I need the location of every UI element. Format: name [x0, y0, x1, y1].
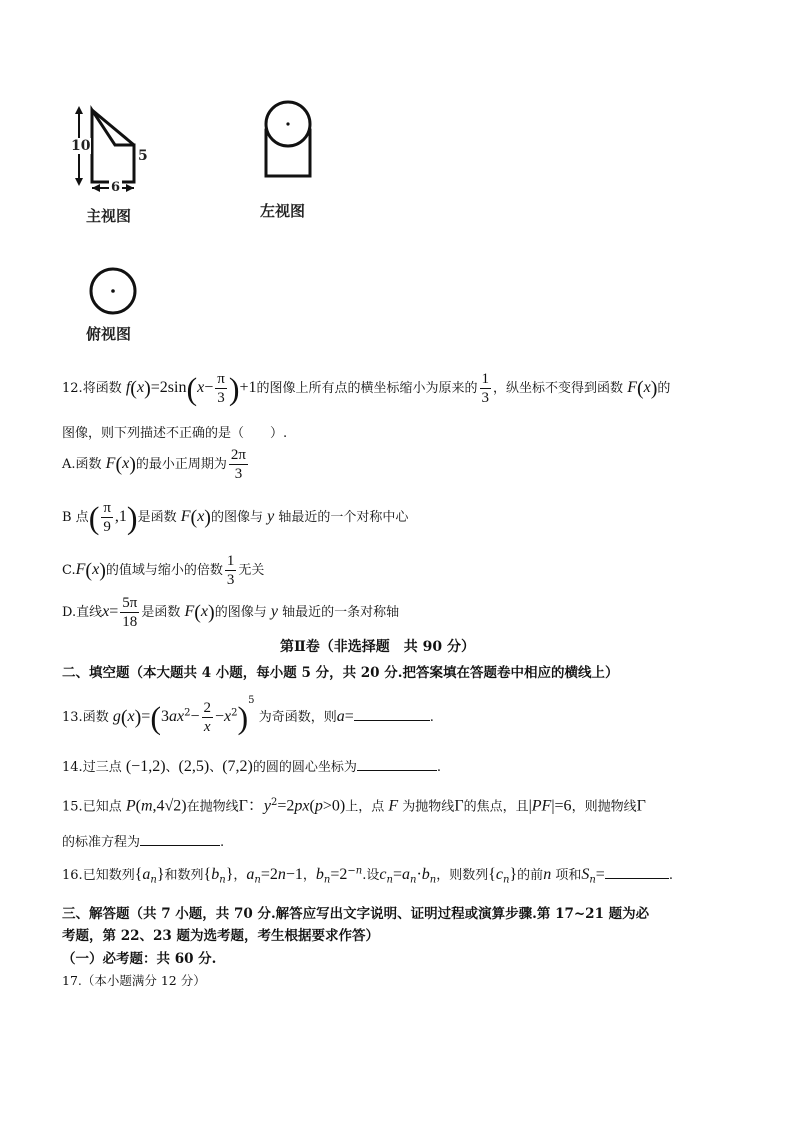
q12-option-c: C.F(x)的值域与缩小的倍数 $\frac{1}{3}$ 无关	[62, 553, 265, 588]
top-view-label: 俯视图	[86, 325, 132, 343]
q12-option-b: B 点( $\frac{\pi}{9}$ ,1)是函数 F(x)的图像与 y 轴最近的一个对称中心	[62, 499, 409, 536]
q15-text-4: 为抛物线	[402, 799, 455, 815]
q12-option-d-text-3: 的图像与	[214, 605, 267, 620]
arrow-up-icon	[75, 106, 83, 114]
q12-option-a-text-2: 的最小正周期为	[135, 457, 227, 472]
q15-text: 已知点	[82, 799, 122, 815]
q12-option-d: D.直线x= $\frac{5\pi}{18}$ 是函数 F(x)的图像与 y 轴最近的一条对称轴	[62, 595, 400, 630]
dim-width-label: 6	[111, 180, 121, 195]
q12-option-b-text-4: 轴最近的一个对称中心	[278, 510, 409, 525]
q12-option-b-text-2: 是函数	[137, 510, 177, 525]
q14-sep-2: 、	[209, 760, 223, 775]
q12-stem-line2: 图像，则下列描述不正确的是（ ）.	[62, 426, 288, 441]
q15-text-5: 的焦点，且	[463, 799, 529, 815]
arrow-down-icon	[75, 178, 83, 186]
top-view-center-dot	[111, 289, 115, 293]
dim-height-label: 10	[71, 138, 91, 154]
side-view-label: 左视图	[260, 202, 306, 220]
q15-text-2: 在抛物线	[186, 799, 239, 815]
q12-option-d-text: D.直线	[62, 605, 103, 620]
q12-option-a: A.函数 F(x)的最小正周期为 $\frac{2\pi}{3}$	[62, 447, 246, 482]
front-view-outline	[92, 110, 134, 182]
q13-line: 13.函数 $g(x)=(3ax^2-$ $\frac{2}{x}$ $-x^2)^5$ 为奇函数，则a= .	[62, 695, 434, 736]
section3-title-line1: 三、解答题（共 7 小题，共 70 分.解答应写出文字说明、证明过程或演算步骤.第 17~21 题为必	[62, 906, 650, 922]
q14-answer-blank[interactable]	[357, 758, 437, 771]
q14-number: 14.	[62, 760, 83, 775]
q15-number: 15.	[62, 799, 83, 815]
q12-text: 将函数	[82, 381, 122, 396]
q12-option-b-text: B 点	[62, 510, 89, 525]
q13-text: 函数	[82, 710, 109, 725]
side-view-center-dot	[286, 122, 289, 125]
q16-end: .	[668, 868, 673, 883]
section2-title: 二、填空题（本大题共 4 小题，每小题 5 分，共 20 分.把答案填在答题卷中相应的横线上）	[62, 665, 619, 681]
q17-header: 17.（本小题满分 12 分）	[62, 973, 206, 988]
q12-text-2: 的图像上所有点的横坐标缩小为原来的	[256, 381, 478, 396]
q15-end: .	[220, 835, 225, 850]
q12-stem-line1: 12.将函数 f(x)=2sin(x− $\frac{\pi}{3}$ )+1的图像上所有点的横坐标缩小为原来的 $\frac{1}{3}$ ，纵坐标不变得到函数 F(x)的	[62, 370, 671, 407]
q12-number: 12.	[62, 381, 83, 396]
q13-number: 13.	[62, 710, 83, 725]
q14-sep-1: 、	[165, 760, 179, 775]
part2-title: 第Ⅱ卷（非选择题 共 90 分）	[280, 639, 476, 655]
q12-option-d-text-4: 轴最近的一条对称轴	[282, 605, 400, 620]
q12-option-d-text-2: 是函数	[141, 605, 181, 620]
arrow-right-icon	[126, 184, 134, 192]
q14-end: .	[436, 760, 442, 775]
q15-text-3: 上，点	[345, 799, 385, 815]
q12-option-a-text: A.函数	[62, 457, 102, 472]
required-questions-title: （一）必考题：共 60 分.	[62, 951, 217, 967]
q12-text-3: ，纵坐标不变得到函数	[493, 381, 624, 396]
section3-title-line2: 考题，第 22、23 题为选考题，考生根据要求作答）	[62, 928, 379, 944]
q16-text-5: 的前	[517, 868, 544, 883]
q12-option-c-text-3: 无关	[238, 563, 265, 578]
q14-text: 过三点	[82, 760, 122, 775]
q16-text: 已知数列	[82, 868, 135, 883]
q15-line2	[62, 833, 224, 849]
front-view-label: 主视图	[86, 207, 132, 225]
dim-right-label: 5	[138, 148, 148, 164]
q13-text-2: 为奇函数，则	[258, 710, 337, 725]
q15-text-7: 的标准方程为	[62, 835, 141, 850]
q16-sep-1: ，	[233, 868, 247, 883]
q12-option-b-text-3: 的图像与	[210, 510, 263, 525]
q13-answer-blank[interactable]	[354, 708, 430, 721]
q16-text-3: .设	[362, 868, 380, 883]
q15-answer-blank[interactable]	[140, 833, 220, 846]
q12-option-c-text-2: 的值域与缩小的倍数	[105, 563, 223, 578]
q16-text-6: 项和	[555, 868, 582, 883]
q16-line: 16.已知数列$\{a_n\}$和数列$\{b_n\}$，$a_n=2n-1$，$b_n=2^{-n}$.设$c_n=a_n\cdot b_n$，则数列$\{c_n\}$的前n 项和$S_n=$ .	[62, 865, 673, 886]
q14-line: 14.过三点 (−1,2)、(2,5)、(7,2)的圆的圆心坐标为 .	[62, 758, 442, 775]
q16-text-2: 和数列	[164, 868, 204, 883]
q14-text-2: 的圆的圆心坐标为	[252, 760, 357, 775]
top-view-diagram	[86, 265, 140, 319]
q16-sep-2: ，	[302, 868, 316, 883]
q15-line1: 15.已知点 P(m,4√2)在抛物线Γ：$y^2=2px(p>0)$上，点 F 为抛物线Γ的焦点，且|PF|=6，则抛物线Γ	[62, 797, 646, 815]
q12-text-4: 的	[657, 381, 671, 396]
q12-option-c-text: C.	[62, 563, 76, 578]
arrow-left-icon	[92, 184, 100, 192]
q13-end: .	[429, 710, 434, 725]
side-view-diagram	[258, 98, 320, 188]
q15-text-6: ，则抛物线	[571, 799, 637, 815]
q16-text-4: ，则数列	[436, 868, 489, 883]
q16-number: 16.	[62, 868, 83, 883]
q16-answer-blank[interactable]	[605, 866, 669, 879]
